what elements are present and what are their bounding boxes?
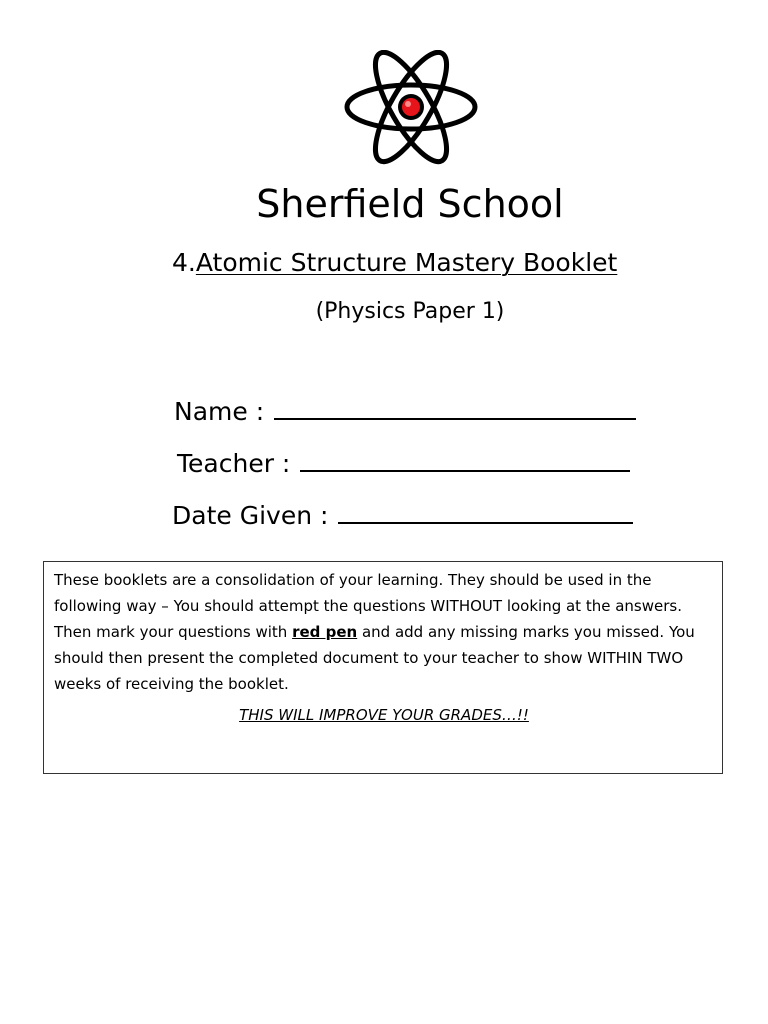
booklet-number: 4.	[172, 248, 196, 277]
date-given-label: Date Given :	[172, 501, 337, 530]
teacher-label: Teacher :	[177, 449, 299, 478]
name-field	[174, 392, 636, 429]
instructions-text-start: These booklets are a consolidation of your learning. They should be used in the following way – You should attempt the questions WITHOUT looking at the answers. Then mark your questions with	[54, 571, 682, 641]
booklet-title-text: Atomic Structure Mastery Booklet	[195, 248, 618, 277]
red-pen-emphasis: red pen	[292, 623, 358, 641]
school-name: Sherfield School	[256, 182, 564, 226]
atom-logo	[342, 50, 480, 165]
teacher-blank-line[interactable]	[300, 444, 630, 472]
instructions-text	[54, 567, 714, 697]
slogan: THIS WILL IMPROVE YOUR GRADES…!!	[239, 706, 529, 724]
paper-label: (Physics Paper 1)	[315, 299, 505, 324]
name-label: Name :	[174, 397, 273, 426]
name-blank-line[interactable]	[274, 392, 636, 420]
date-given-field	[172, 496, 633, 533]
booklet-title	[172, 246, 617, 280]
instructions-text-end: and add any missing marks you missed. You should then present the completed document to your teacher to show WITHIN TWO weeks of receiving the booklet.	[54, 623, 695, 693]
teacher-field	[177, 444, 630, 481]
instructions-box	[43, 561, 723, 774]
atom-icon	[342, 50, 480, 165]
date-given-blank-line[interactable]	[338, 496, 633, 524]
